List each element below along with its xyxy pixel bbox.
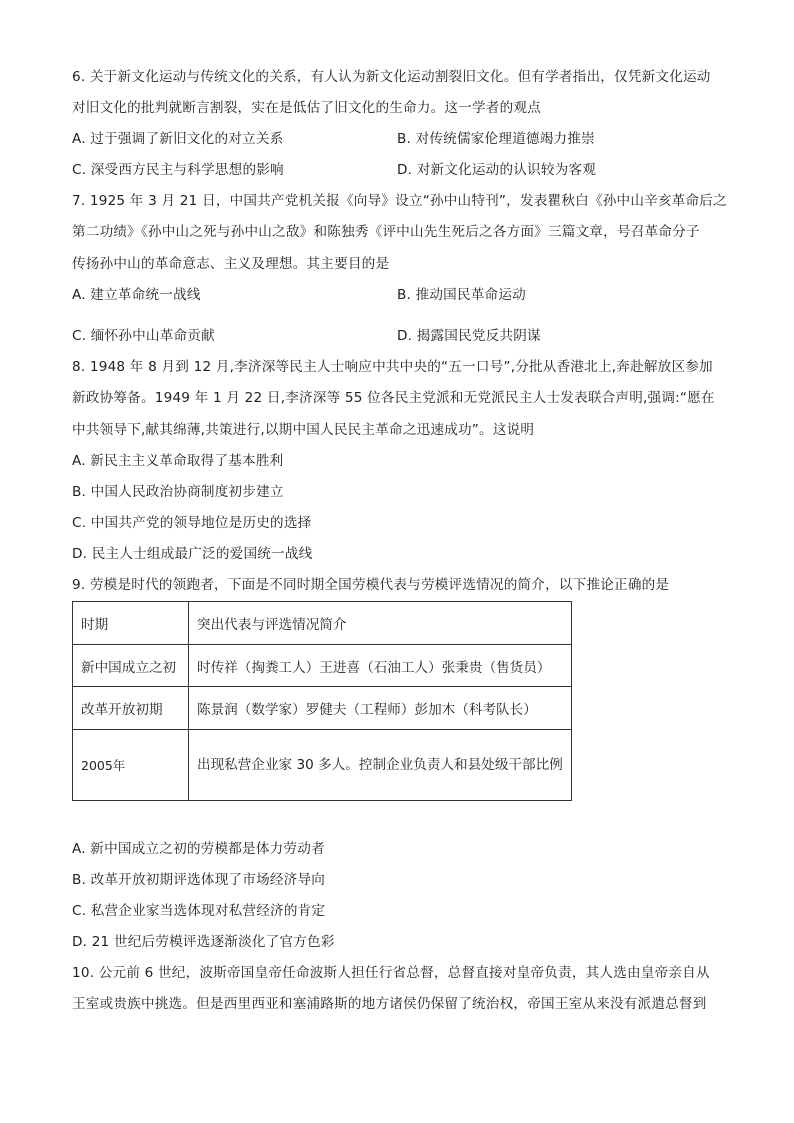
q9-option-b[interactable]: B. 改革开放初期评选体现了市场经济导向 — [72, 872, 326, 888]
q6-stem-line-1: 6. 关于新文化运动与传统文化的关系，有人认为新文化运动割裂旧文化。但有学者指出，仅凭新文化运动 — [72, 69, 711, 85]
q7-stem-line-3: 传扬孙中山的革命意志、主义及理想。其主要目的是 — [72, 256, 390, 272]
table-row — [73, 645, 572, 687]
q10-stem-line-1: 10. 公元前 6 世纪，波斯帝国皇帝任命波斯人担任行省总督，总督直接对皇帝负责，其人选由皇帝亲自从 — [72, 965, 710, 981]
table-cell-period: 改革开放初期 — [73, 687, 189, 730]
table-header-period: 时期 — [73, 602, 189, 645]
q9-stem: 9. 劳模是时代的领跑者，下面是不同时期全国劳模代表与劳模评选情况的简介，以下推论正确的是 — [72, 577, 670, 593]
q8-stem-line-3: 中共领导下,献其绵薄,共策进行,以期中国人民民主革命之迅速成功”。这说明 — [72, 422, 535, 438]
table-cell-summary: 陈景润（数学家）罗健夫（工程师）彭加木（科考队长） — [189, 687, 572, 730]
q6-option-a[interactable]: A. 过于强调了新旧文化的对立关系 — [72, 131, 284, 147]
q9-option-c[interactable]: C. 私营企业家当选体现对私营经济的肯定 — [72, 903, 326, 919]
table-row — [73, 687, 572, 730]
q9-option-a[interactable]: A. 新中国成立之初的劳模都是体力劳动者 — [72, 841, 325, 857]
q8-option-d[interactable]: D. 民主人士组成最广泛的爱国统一战线 — [72, 546, 313, 562]
q9-option-d[interactable]: D. 21 世纪后劳模评选逐渐淡化了官方色彩 — [72, 934, 335, 950]
table-cell-summary: 时传祥（掏粪工人）王进喜（石油工人）张秉贵（售货员） — [189, 645, 572, 687]
q7-option-b[interactable]: B. 推动国民革命运动 — [397, 287, 526, 303]
q7-option-d[interactable]: D. 揭露国民党反共阴谋 — [397, 328, 541, 344]
q8-stem-line-2: 新政协筹备。1949 年 1 月 22 日,李济深等 55 位各民主党派和无党派民主人士发表联合声明,强调:“愿在 — [72, 390, 715, 406]
labor-model-table — [72, 601, 572, 801]
table-cell-period: 新中国成立之初 — [73, 645, 189, 687]
q6-stem-line-2: 对旧文化的批判就断言割裂，实在是低估了旧文化的生命力。这一学者的观点 — [72, 100, 541, 116]
table-header-summary: 突出代表与评选情况简介 — [189, 602, 572, 645]
q7-option-c[interactable]: C. 缅怀孙中山革命贡献 — [72, 328, 215, 344]
q8-option-a[interactable]: A. 新民主主义革命取得了基本胜利 — [72, 453, 284, 469]
q7-stem-line-2: 第二功绩》《孙中山之死与孙中山之敌》和陈独秀《评中山先生死后之各方面》三篇文章，号召革命分子 — [72, 224, 700, 240]
q8-option-b[interactable]: B. 中国人民政治协商制度初步建立 — [72, 484, 284, 500]
q6-option-d[interactable]: D. 对新文化运动的认识较为客观 — [397, 162, 597, 178]
table-cell-period: 2005年 — [73, 730, 189, 801]
table-cell-summary: 出现私营企业家 30 多人。控制企业负责人和县处级干部比例 — [189, 730, 572, 801]
table-header-row — [73, 602, 572, 645]
q7-option-a[interactable]: A. 建立革命统一战线 — [72, 287, 201, 303]
q6-option-c[interactable]: C. 深受西方民主与科学思想的影响 — [72, 162, 284, 178]
q7-stem-line-1: 7. 1925 年 3 月 21 日，中国共产党机关报《向导》设立“孙中山特刊”，发表瞿秋白《孙中山辛亥革命后之 — [72, 193, 727, 209]
table-row — [73, 730, 572, 801]
q8-stem-line-1: 8. 1948 年 8 月到 12 月,李济深等民主人士响应中共中央的“五一口号”,分批从香港北上,奔赴解放区参加 — [72, 359, 713, 375]
q10-stem-line-2: 王室或贵族中挑选。但是西里西亚和塞浦路斯的地方诸侯仍保留了统治权，帝国王室从来没有派遣总督到 — [72, 996, 707, 1012]
q8-option-c[interactable]: C. 中国共产党的领导地位是历史的选择 — [72, 515, 312, 531]
q6-option-b[interactable]: B. 对传统儒家伦理道德竭力推崇 — [397, 131, 595, 147]
